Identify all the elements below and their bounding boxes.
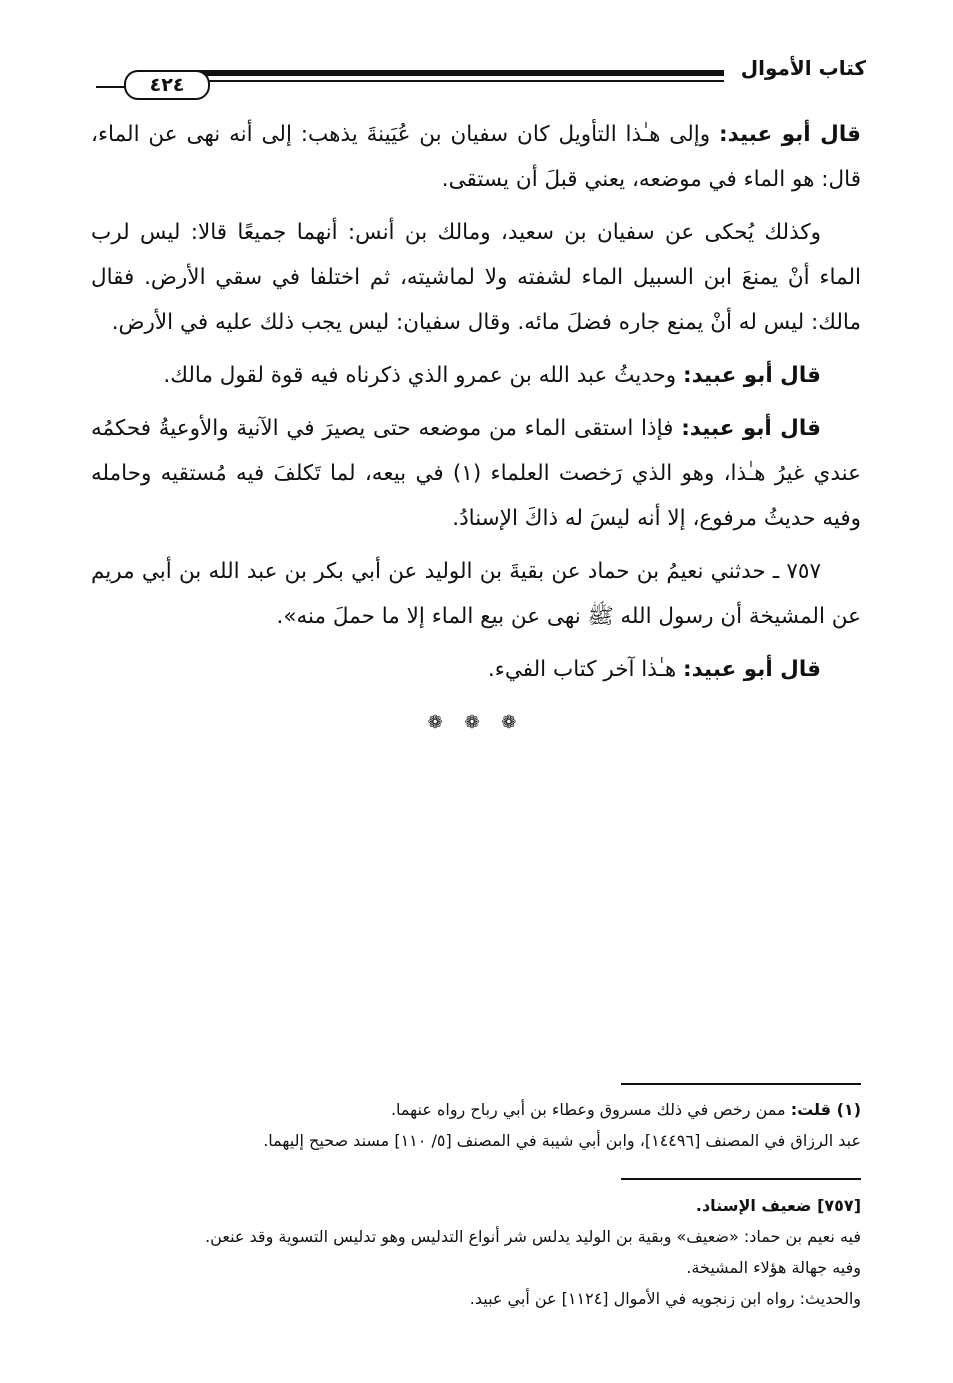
footnote-text: ممن رخص في ذلك مسروق وعطاء بن أبي رباح رواه عنهما. <box>390 1100 791 1119</box>
header-rule-thick <box>196 70 724 76</box>
book-title: كتاب الأموال <box>740 56 866 80</box>
header-rule-thin <box>196 80 724 82</box>
footnote-line <box>91 1094 861 1125</box>
paragraph-lead: قال أبو عبيد: <box>683 657 821 682</box>
section-divider: ❁ ❁ ❁ <box>427 712 525 733</box>
footnote-rule <box>621 1083 861 1085</box>
footnote-rule <box>621 1178 861 1180</box>
paragraph <box>91 647 861 692</box>
paragraph-lead: قال أبو عبيد: <box>718 122 861 147</box>
footnote-lead: [٧٥٧] ضعيف الإسناد. <box>695 1196 861 1215</box>
paragraph <box>91 406 861 541</box>
footnote-text: فيه نعيم بن حماد: «ضعيف» وبقية بن الوليد يدلس شر أنواع التدليس وهو تدليس التسوية وقد عنعن. <box>205 1227 861 1246</box>
page-number: ٤٢٤ <box>124 70 210 100</box>
footnote-line <box>91 1283 861 1314</box>
paragraph-text: وإلى هـٰذا التأويل كان سفيان بن عُيَينةَ يذهب: إلى أنه نهى عن الماء، قال: هو الماء في موضعه، يعني قبلَ أن يستقى. <box>91 122 861 192</box>
footnote-text: والحديث: رواه ابن زنجويه في الأموال [١١٢٤] عن أبي عبيد. <box>469 1289 861 1308</box>
hadith-paragraph <box>91 549 861 639</box>
footnote-line <box>91 1190 861 1221</box>
footnote-text: وفيه جهالة هؤلاء المشيخة. <box>686 1258 861 1277</box>
paragraph-text: هـٰذا آخر كتاب الفيء. <box>487 657 684 682</box>
paragraph <box>91 353 861 398</box>
paragraph-text: وكذلك يُحكى عن سفيان بن سعيد، ومالك بن أنس: أنهما جميعًا قالا: ليس لرب الماء أنْ يمنعَ ابن السبيل الماء لشفته ولا لماشيته، ثم اختلفا في سقي الأرض. فقال مالك: ليس له أنْ يمنع جاره فضلَ مائه. وقال سفيان: ليس يجب ذلك عليه في الأرض. <box>91 220 861 335</box>
paragraph-lead: قال أبو عبيد: <box>681 416 821 441</box>
footnote-line <box>91 1252 861 1283</box>
footnote-lead: (١) قلت: <box>790 1100 861 1119</box>
paragraph <box>91 112 861 202</box>
page-header <box>96 56 866 104</box>
footnote-text: عبد الرزاق في المصنف [١٤٤٩٦]، وابن أبي شيبة في المصنف [٥/ ١١٠] مسند صحيح إليهما. <box>263 1131 861 1150</box>
footnote-2 <box>91 1190 861 1314</box>
footnote-line <box>91 1125 861 1156</box>
main-text <box>91 112 861 745</box>
paragraph <box>91 210 861 345</box>
paragraph-text: وحديثُ عبد الله بن عمرو الذي ذكرناه فيه قوة لقول مالك. <box>163 363 684 388</box>
paragraph-text: ٧٥٧ ـ حدثني نعيمُ بن حماد عن بقيةَ بن الوليد عن أبي بكر بن عبد الله بن أبي مريم عن المشيخة أن رسول الله ﷺ نهى عن بيع الماء إلا ما حملَ منه». <box>91 559 861 629</box>
paragraph-lead: قال أبو عبيد: <box>683 363 821 388</box>
footnote-1 <box>91 1094 861 1156</box>
paragraph-text: فإذا استقى الماء من موضعه حتى يصيرَ في الآنية والأوعيةُ فحكمُه عندي غيرُ هـٰذا، وهو الذي رَخصت العلماء (١) في بيعه، لما تَكلفَ فيه مُستقيه وحامله وفيه حديثُ مرفوع، إلا أنه ليسَ له ذاكَ الإسنادُ. <box>91 416 861 531</box>
footnote-line <box>91 1221 861 1252</box>
